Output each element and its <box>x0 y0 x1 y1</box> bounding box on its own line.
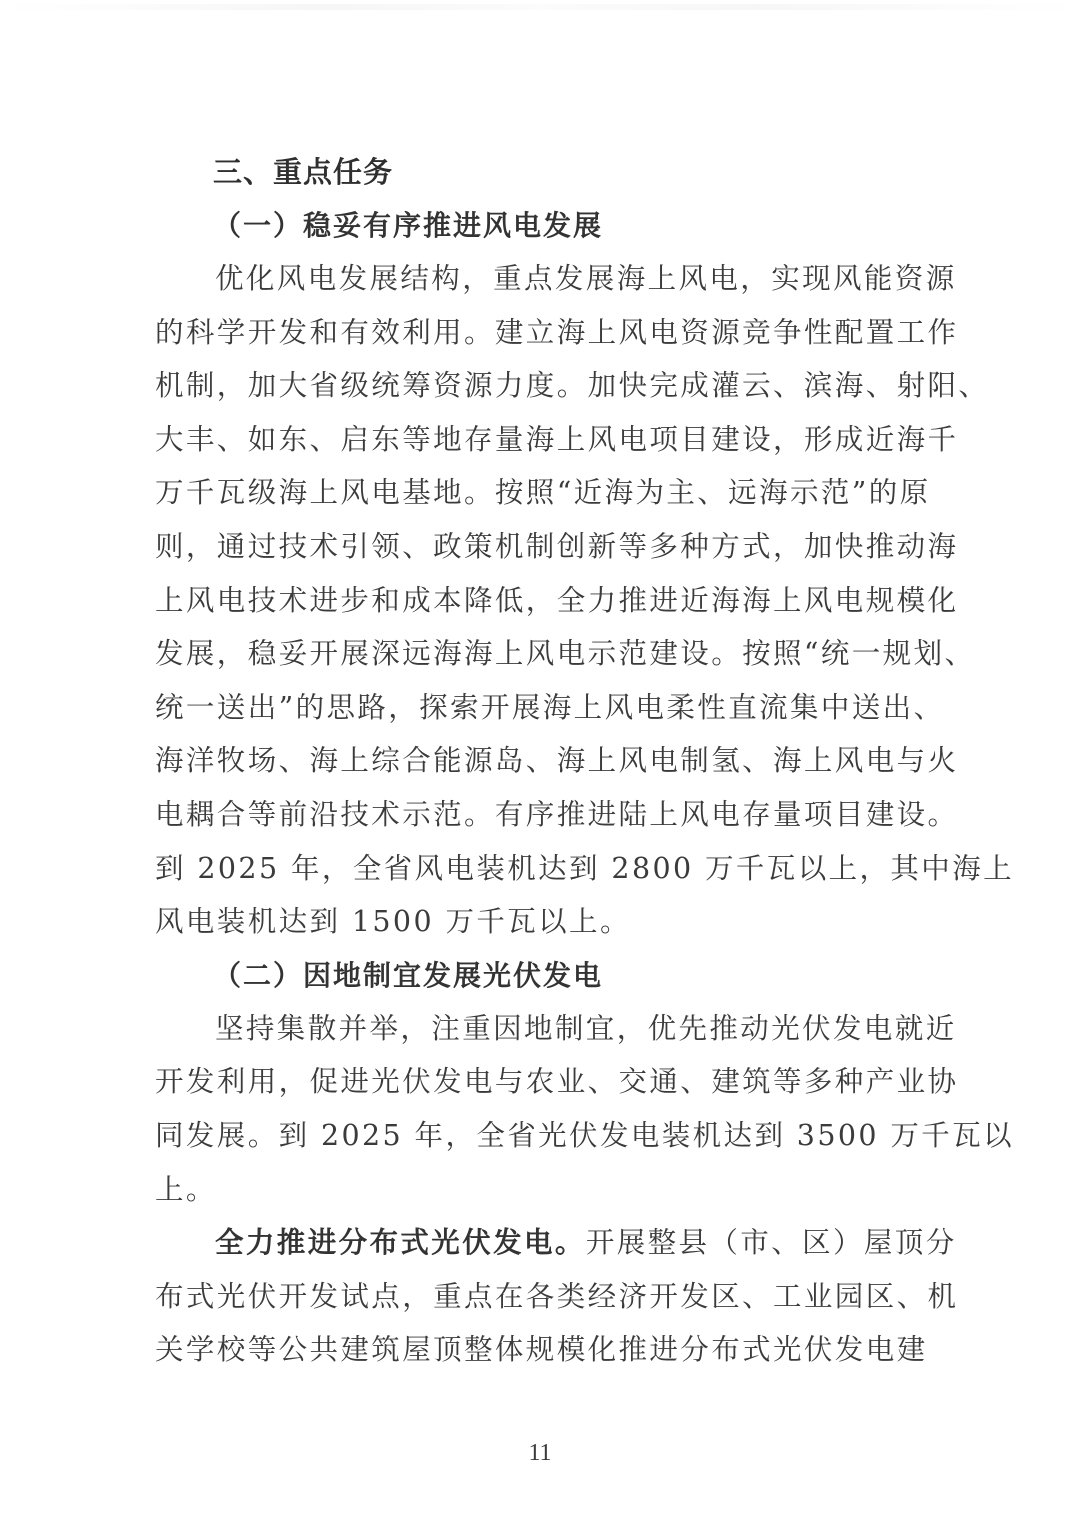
subsection-heading-solar: （二）因地制宜发展光伏发电 <box>213 958 604 992</box>
text-line: 同发展。到 2025 年，全省光伏发电装机达到 3500 万千瓦以 <box>155 1118 1014 1152</box>
text-line: 万千瓦级海上风电基地。按照“近海为主、远海示范”的原 <box>155 476 931 510</box>
document-page <box>155 146 1014 1377</box>
text-line: 风电装机达到 1500 万千瓦以上。 <box>155 905 631 939</box>
subsection-heading-wind: （一）稳妥有序推进风电发展 <box>213 209 604 242</box>
scan-edge-artifact <box>0 4 1080 10</box>
text-line-rest: 开展整县（市、区）屋顶分 <box>585 1226 957 1260</box>
text-line: 大丰、如东、启东等地存量海上风电项目建设，形成近海千 <box>155 422 959 456</box>
text-line: 则，通过技术引领、政策机制创新等多种方式，加快推动海 <box>155 529 959 563</box>
text-line: 上风电技术进步和成本降低，全力推进近海海上风电规模化 <box>155 583 959 617</box>
paragraph-wind-power <box>155 252 1014 949</box>
page-number: 11 <box>528 1440 552 1466</box>
text-line: 发展，稳妥开展深远海海上风电示范建设。按照“统一规划、 <box>155 637 976 671</box>
text-line: 坚持集散并举，注重因地制宜，优先推动光伏发电就近 <box>215 1011 957 1045</box>
paragraph-lead: 全力推进分布式光伏发电。 <box>215 1225 586 1260</box>
text-line: 上。 <box>155 1172 217 1206</box>
paragraph-distributed-solar <box>155 1216 959 1377</box>
text-line: 电耦合等前沿技术示范。有序推进陆上风电存量项目建设。 <box>155 797 959 831</box>
text-line: 到 2025 年，全省风电装机达到 2800 万千瓦以上，其中海上 <box>155 851 1014 885</box>
text-line: 开发利用，促进光伏发电与农业、交通、建筑等多种产业协 <box>155 1065 959 1099</box>
text-line: 布式光伏开发试点，重点在各类经济开发区、工业园区、机 <box>155 1279 959 1313</box>
text-line <box>155 1216 957 1270</box>
text-line: 的科学开发和有效利用。建立海上风电资源竞争性配置工作 <box>155 315 959 349</box>
paragraph-solar-power <box>155 1002 1014 1216</box>
text-line: 统一送出”的思路，探索开展海上风电柔性直流集中送出、 <box>155 690 945 724</box>
text-line: 优化风电发展结构，重点发展海上风电，实现风能资源 <box>215 262 957 295</box>
text-line: 关学校等公共建筑屋顶整体规模化推进分布式光伏发电建 <box>155 1333 928 1367</box>
text-line: 机制，加大省级统筹资源力度。加快完成灌云、滨海、射阳、 <box>155 369 990 403</box>
section-heading: 三、重点任务 <box>213 155 394 189</box>
text-line: 海洋牧场、海上综合能源岛、海上风电制氢、海上风电与火 <box>155 744 959 778</box>
